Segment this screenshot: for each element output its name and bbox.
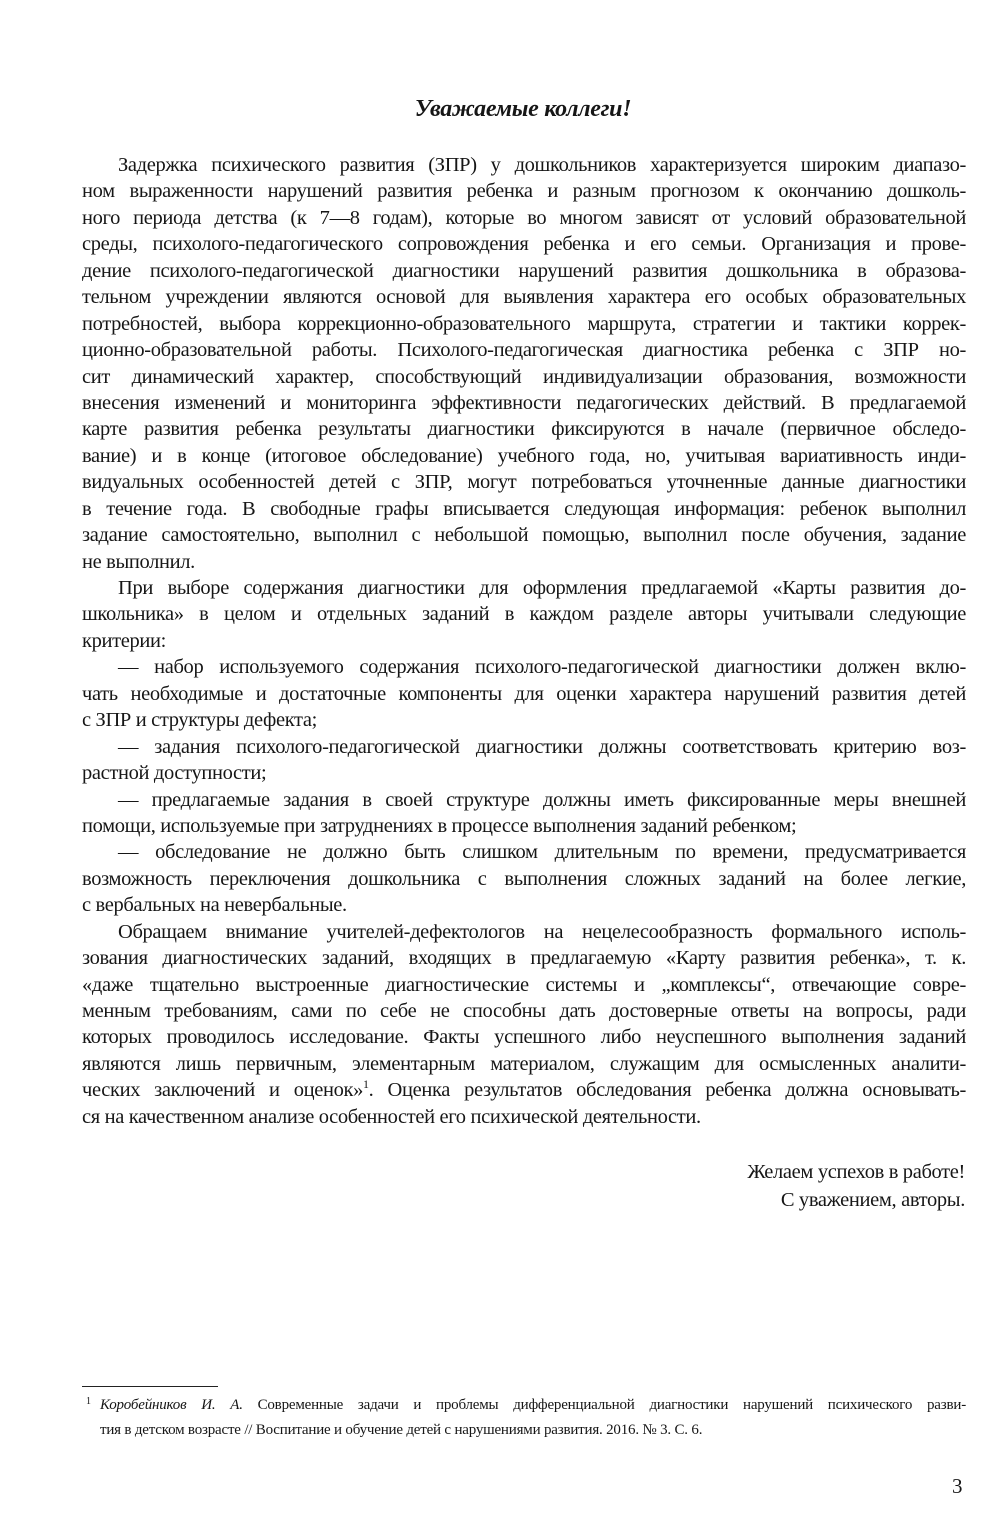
paragraph-line: ного периода детства (к 7—8 годам), которые во многом зависят от условий образовательной [82, 206, 966, 229]
closing-wish: Желаем успехов в работе! [747, 1161, 965, 1183]
closing [747, 1158, 965, 1214]
footnote-text: Современные задачи и проблемы дифференциальной диагностики нарушений психического разви- [242, 1397, 966, 1413]
paragraph-line: возможность переключения дошкольника с выполнения сложных заданий на более легкие, [82, 867, 966, 890]
paragraph-line: ном выраженности нарушений развития ребенка и разным прогнозом к окончанию дошколь- [82, 180, 966, 203]
paragraph-line: потребностей, выбора коррекционно-образовательного маршрута, стратегии и тактики коррек- [82, 312, 966, 335]
paragraph-line: «даже тщательно выстроенные диагностические системы и „комплексы“, отвечающие совре- [82, 973, 966, 996]
paragraph-line: тельном учреждении являются основой для выявления характера его особых образовательных [82, 286, 966, 309]
closing-signature: С уважением, авторы. [780, 1189, 965, 1211]
paragraph-line: ческих заключений и оценок»$^1$. Оценка результатов обследования ребенка должна основывать- [82, 1077, 966, 1102]
paragraph-line: критерии: [82, 629, 166, 652]
paragraph-line: ся на качественном анализе особенностей его психической деятельности. [82, 1105, 701, 1128]
paragraph-line: растной доступности; [82, 762, 267, 785]
paragraph-line: помощи, используемые при затруднениях в процессе выполнения заданий ребенком; [82, 814, 797, 837]
paragraph-line: в течение года. В свободные графы вписывается следующая информация: ребенок выполнил [82, 497, 966, 520]
paragraph-line: При выборе содержания диагностики для оформления предлагаемой «Карты развития до- [118, 577, 966, 599]
paragraph-line: — задания психолого-педагогической диагностики должны соответствовать критерию воз- [118, 735, 966, 758]
paragraph-line: вание) и в конце (итоговое обследование) учебного года, но, учитывая вариативность инди- [82, 444, 966, 467]
footnote-line [82, 1393, 966, 1418]
paragraph-line: дение психолого-педагогической диагностики нарушений развития дошкольника в образова- [82, 259, 966, 282]
paragraph-line: которых проводилось исследование. Факты успешного либо неуспешного выполнения заданий [82, 1026, 966, 1049]
paragraph-line: видуальных особенностей детей с ЗПР, могут потребоваться уточненные данные диагностики [82, 471, 966, 494]
footnote-ref: 1 [363, 1077, 369, 1092]
paragraph-line: среды, психолого-педагогического сопровождения ребенка и его семьи. Организация и прове- [82, 233, 966, 256]
paragraph-line: школьника» в целом и отдельных заданий в каждом разделе авторы учитывали следующие [82, 603, 966, 626]
paragraph-line: с вербальных на невербальные. [82, 894, 347, 917]
paragraph-line: Задержка психического развития (ЗПР) у дошкольников характеризуется широким диапазо- [118, 154, 966, 176]
paragraph-line: карте развития ребенка результаты диагностики фиксируются в начале (первичное обследо- [82, 418, 966, 441]
paragraph-line: с ЗПР и структуры дефекта; [82, 709, 317, 732]
footnote [82, 1393, 966, 1443]
paragraph-line: чать необходимые и достаточные компоненты для оценки характера нарушений развития детей [82, 682, 966, 705]
paragraph-line: не выполнил. [82, 550, 195, 573]
paragraph-line: являются лишь первичным, элементарным материалом, служащим для осмысленных аналити- [82, 1052, 966, 1075]
page-number: 3 [952, 1474, 963, 1498]
paragraph-line: задание самостоятельно, выполнил с небольшой помощью, выполнил после обучения, задание [82, 524, 966, 547]
paragraph-line: Обращаем внимание учителей-дефектологов на нецелесообразность формального исполь- [118, 920, 966, 943]
paragraph-line: ционно-образовательной работы. Психолого-педагогическая диагностика ребенка с ЗПР но- [82, 339, 966, 362]
paragraph-line: менным требованиям, сами по себе не способны дать достоверные ответы на вопросы, ради [82, 1000, 966, 1022]
paragraph-line: — набор используемого содержания психолого-педагогической диагностики должен вклю- [118, 656, 966, 679]
paragraph-line: зования диагностических заданий, входящих в предлагаемую «Карту развития ребенка», т. к. [82, 947, 966, 970]
footnote-mark: 1 [86, 1396, 91, 1407]
paragraph-line: — обследование не должно быть слишком длительным по времени, предусматривается [118, 841, 966, 864]
paragraph-line: сит динамический характер, способствующий индивидуализации образования, возможности [82, 365, 966, 388]
footnote-author: Коробейников И. А. [100, 1397, 243, 1413]
footnote-divider [82, 1386, 218, 1387]
paragraph-line: внесения изменений и мониторинга эффективности педагогических действий. В предлагаемой [82, 391, 966, 414]
paragraph-line: — предлагаемые задания в своей структуре должны иметь фиксированные меры внешней [118, 788, 966, 811]
letter-body [82, 152, 966, 1130]
footnote-line: тия в детском возрасте // Воспитание и обучение детей с нарушениями развития. 2016. № 3. С. 6. [100, 1422, 703, 1438]
page-title: Уважаемые коллеги! [414, 96, 632, 122]
